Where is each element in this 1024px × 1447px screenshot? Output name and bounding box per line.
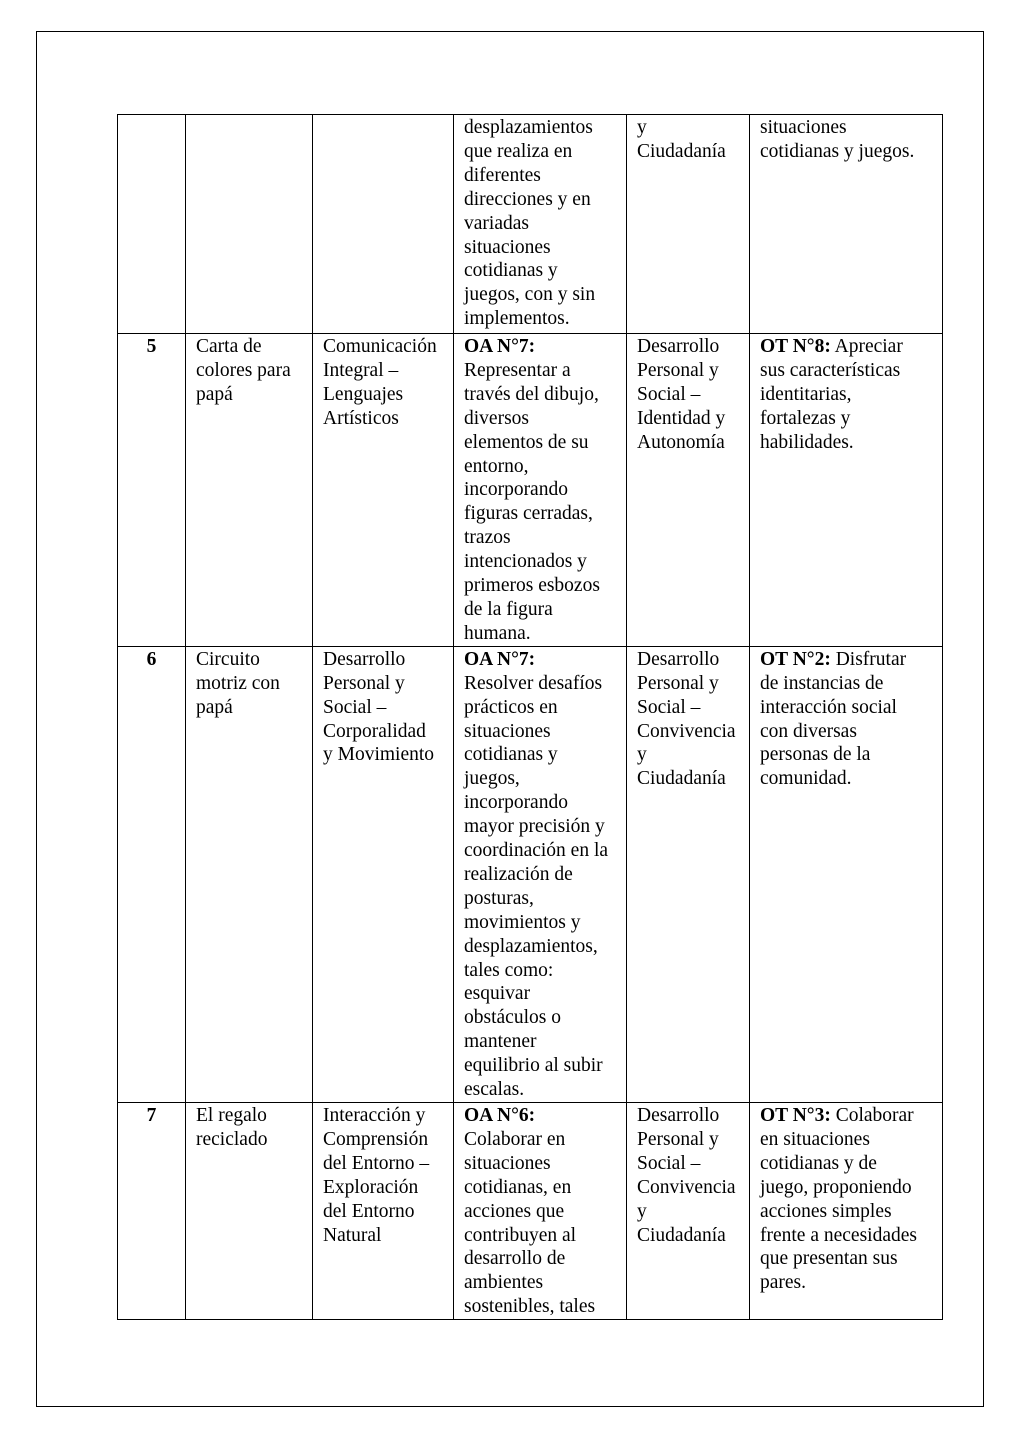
transversal-label: OT N°2:: [760, 648, 831, 670]
learning-objective: [454, 334, 627, 647]
transversal-text: Disfrutar de instancias de interacción social con diversas personas de la comunidad.: [760, 648, 907, 790]
table-row: [118, 334, 943, 647]
activity-name: El regalo reciclado: [186, 1103, 313, 1320]
transversal-objective: [750, 1103, 943, 1320]
transversal-core: Desarrollo Personal y Social – Convivencia y Ciudadanía: [627, 646, 750, 1102]
transversal-core: Desarrollo Personal y Social – Convivencia y Ciudadanía: [627, 1103, 750, 1320]
activity-number: 7: [118, 1103, 186, 1320]
transversal-core: y Ciudadanía: [627, 115, 750, 334]
objective-text: Colaborar en situaciones cotidianas, en acciones que contribuyen al desarrollo de ambientes sostenibles, tales: [464, 1128, 596, 1318]
objective-label: OA N°6:: [464, 1105, 536, 1126]
learning-scope: Comunicación Integral – Lenguajes Artísticos: [313, 334, 454, 647]
activity-name: Carta de colores para papá: [186, 334, 313, 647]
objective-label: OA N°7:: [464, 336, 536, 357]
objective-text: desplazamientos que realiza en diferentes direcciones y en variadas situaciones cotidianas y juegos, con y sin implementos.: [464, 117, 596, 330]
objective-text: Representar a través del dibujo, diversos elementos de su entorno, incorporando figuras cerradas, trazos intencionados y primeros esbozos de la figura humana.: [464, 359, 600, 644]
transversal-text: situaciones cotidianas y juegos.: [760, 117, 915, 162]
table-row: [118, 1103, 943, 1320]
planning-table: [117, 114, 943, 1320]
learning-scope: Interacción y Comprensión del Entorno – Exploración del Entorno Natural: [313, 1103, 454, 1320]
transversal-objective: [750, 334, 943, 647]
objective-label: OA N°7:: [464, 648, 536, 670]
table-row: [118, 115, 943, 334]
learning-objective: [454, 1103, 627, 1320]
transversal-objective: [750, 115, 943, 334]
activity-number: [118, 115, 186, 334]
learning-scope: Desarrollo Personal y Social – Corporalidad y Movimiento: [313, 646, 454, 1102]
learning-scope: [313, 115, 454, 334]
objective-text: Resolver desafíos prácticos en situaciones cotidianas y juegos, incorporando mayor precisión y coordinación en la realización de posturas, movimientos y desplazamientos, tales como: esquivar obstáculos o mantener equilibrio al subir escalas.: [464, 672, 609, 1101]
activity-number: 6: [118, 646, 186, 1102]
transversal-text: Colaborar en situaciones cotidianas y de juego, proponiendo acciones simples frente a necesidades que presentan sus pares.: [760, 1105, 917, 1294]
activity-name: [186, 115, 313, 334]
activity-number: 5: [118, 334, 186, 647]
transversal-core: Desarrollo Personal y Social – Identidad y Autonomía: [627, 334, 750, 647]
learning-objective: [454, 646, 627, 1102]
transversal-label: OT N°3:: [760, 1105, 831, 1126]
transversal-label: OT N°8:: [760, 336, 831, 357]
learning-objective: [454, 115, 627, 334]
transversal-text: Apreciar sus características identitarias, fortalezas y habilidades.: [760, 336, 903, 453]
table-row: [118, 646, 943, 1102]
transversal-objective: [750, 646, 943, 1102]
activity-name: Circuito motriz con papá: [186, 646, 313, 1102]
